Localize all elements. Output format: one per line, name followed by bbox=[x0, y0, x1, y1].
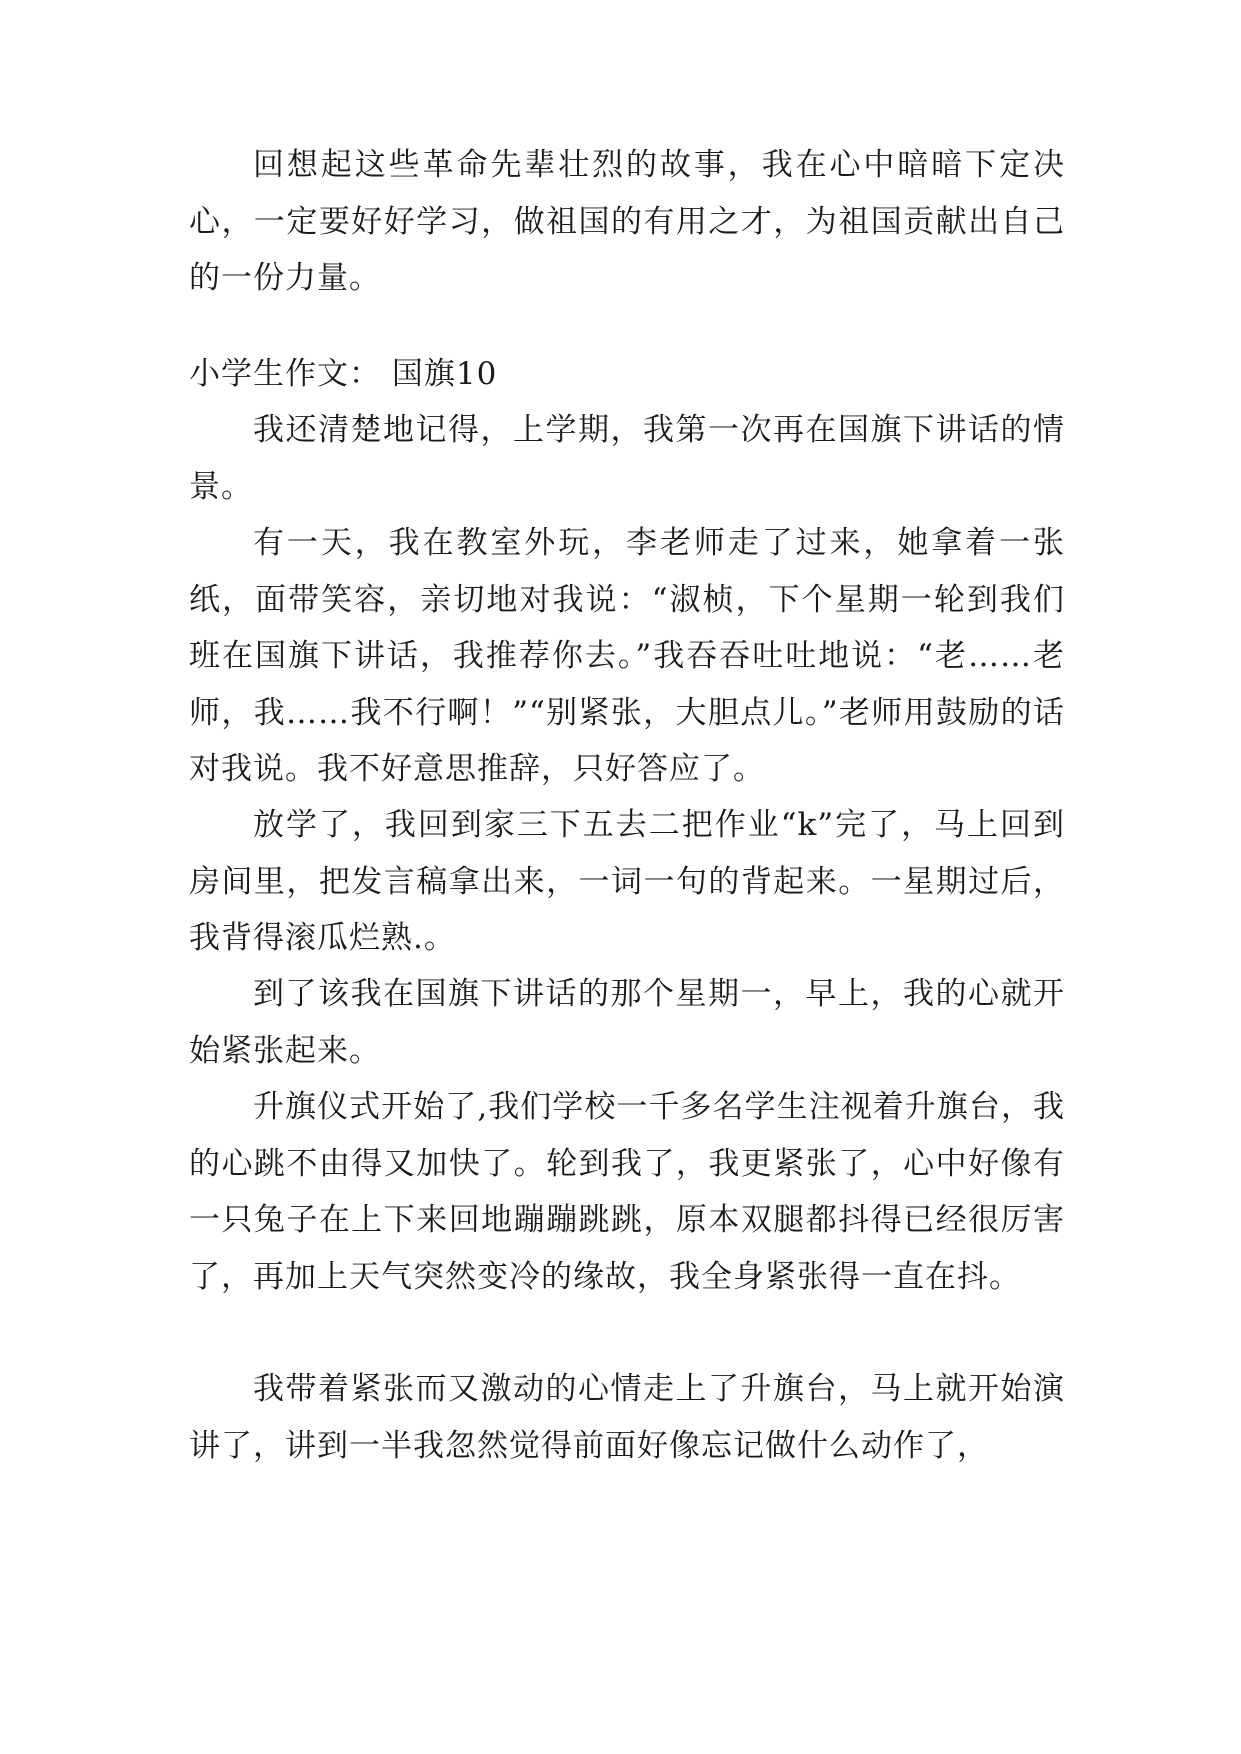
paragraph-memory: 我还清楚地记得，上学期，我第一次再在国旗下讲话的情景。 bbox=[189, 412, 1065, 505]
paragraph-speech: 我带着紧张而又激动的心情走上了升旗台，马上就开始演讲了，讲到一半我忽然觉得前面好像忘记做什么动作了， bbox=[189, 1371, 1065, 1464]
section-heading: 小学生作文： 国旗10 bbox=[189, 356, 498, 392]
paragraph-monday-morning: 到了该我在国旗下讲话的那个星期一，早上，我的心就开始紧张起来。 bbox=[189, 976, 1065, 1069]
paragraph-preparation: 放学了，我回到家三下五去二把作业“k”完了，马上回到房间里，把发言稿拿出来，一词一句的背起来。一星期过后，我背得滚瓜烂熟.。 bbox=[189, 807, 1065, 956]
paragraph-flag-ceremony: 升旗仪式开始了,我们学校一千多名学生注视着升旗台，我的心跳不由得又加快了。轮到我了，我更紧张了，心中好像有一只兔子在上下来回地蹦蹦跳跳，原本双腿都抖得已经很厉害了，再加上天气突然变冷的缘故，我全身紧张得一直在抖。 bbox=[189, 1089, 1065, 1295]
paragraph-resolution: 回想起这些革命先辈壮烈的故事，我在心中暗暗下定决心，一定要好好学习，做祖国的有用之才，为祖国贡献出自己的一份力量。 bbox=[189, 147, 1065, 296]
paragraph-teacher-recommendation: 有一天，我在教室外玩，李老师走了过来，她拿着一张纸，面带笑容，亲切地对我说：“淑桢，下个星期一轮到我们班在国旗下讲话，我推荐你去。”我吞吞吐吐地说：“老……老师，我……我不行啊！”“别紧张，大胆点儿。”老师用鼓励的话对我说。我不好意思推辞，只好答应了。 bbox=[189, 525, 1065, 787]
